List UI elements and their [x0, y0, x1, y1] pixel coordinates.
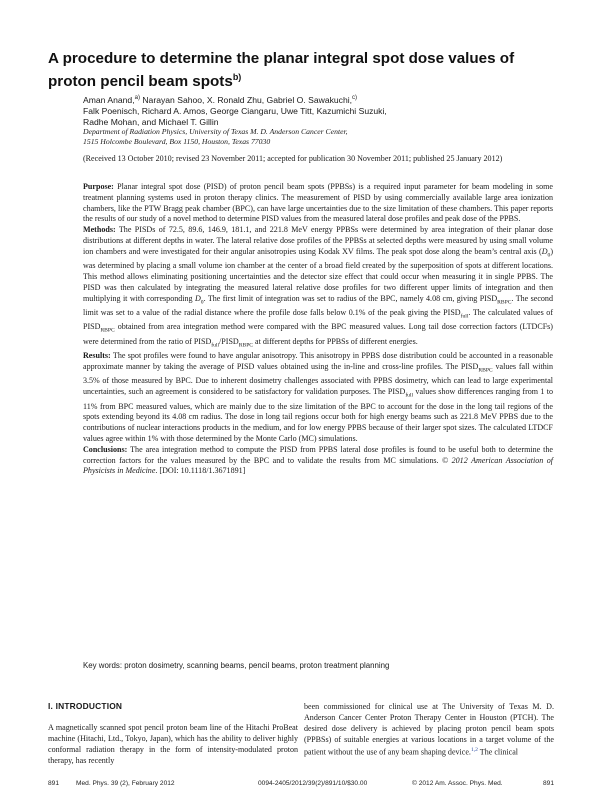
- methods-text: obtained from area integration method were compared with the BPC measured values. Long tail dose correction factors (LTDCFs) were determined from the ratio of PISD: [83, 322, 553, 346]
- methods-text: at different depths for PPBSs of different energies.: [253, 336, 418, 346]
- symbol-d0: D: [194, 293, 201, 303]
- page-number-right: 891: [542, 780, 554, 787]
- authors-line-1: Narayan Sahoo, X. Ronald Zhu, Gabriel O. Sawakuchi,: [139, 94, 353, 105]
- citation-link[interactable]: 1,2: [470, 747, 478, 753]
- title-line-1: A procedure to determine the planar integral spot dose values of: [48, 50, 515, 67]
- title-line-2: proton pencil beam spots: [48, 73, 233, 91]
- author-footnote-c[interactable]: c): [352, 95, 358, 101]
- copyright-notice: © 2012 American Association of Physicists in Medicine: [83, 455, 554, 476]
- author-list: [83, 93, 553, 128]
- methods-text: /PISD: [219, 336, 239, 346]
- methods-text: . The first limit of integration was set to radius of the BPC, namely 4.08 cm, giving PISD: [203, 293, 498, 303]
- intro-column-right: [304, 701, 554, 758]
- conclusions-label: Conclusions:: [83, 444, 128, 454]
- abstract-methods: [83, 225, 553, 351]
- authors-line-3: Radhe Mohan, and Michael T. Gillin: [83, 116, 219, 127]
- subscript-rbpc: RBPC: [238, 342, 254, 349]
- authors-line-2: Falk Poenisch, Richard A. Amos, George Ciangaru, Uwe Titt, Kazumichi Suzuki,: [83, 105, 387, 116]
- subscript-rbpc: RBPC: [478, 367, 493, 374]
- symbol-d0-sub: 0: [200, 299, 204, 306]
- results-label: Results:: [83, 351, 111, 361]
- publication-history: (Received 13 October 2010; revised 23 November 2011; accepted for publication 30 November 2011; published 25 January 2012): [83, 154, 503, 163]
- keywords: Key words: proton dosimetry, scanning beams, pencil beams, proton treatment planning: [83, 661, 390, 670]
- abstract-results: [83, 351, 553, 445]
- methods-text: The PISDs of 72.5, 89.6, 146.9, 181.1, and 221.8 MeV energy PPBSs were determined by area integration of their planar dose distributions at different depths in water. The lateral relative dose profiles of the PPBSs at selected depths were measured by using small volume ion chambers and were investigated for their angular anisotropies using Kodak XV films. The peak spot dose along the beam’s central axis (: [83, 225, 553, 256]
- page-footer: [48, 780, 554, 792]
- publisher-copyright: © 2012 Am. Assoc. Phys. Med.: [412, 780, 503, 787]
- results-text: values fall within 3.5% of those measured by BPC. Due to inherent dosimetry challenges associated with PPBS dosimetry, which can lead to large experimental uncertainties, such an agreement is considered to be satisfactory for validation purposes. The PISD: [83, 362, 553, 397]
- purpose-text: Planar integral spot dose (PISD) of proton pencil beam spots (PPBSs) is a required input parameter for beam modeling in some treatment planning systems used in proton therapy clinics. The measurement of PISD by using commercially available large area ionization chambers, like the PTW Bragg peak chamber (BPC), can have large uncertainties due to the size limitation of these chambers. This paper reports the results of our study of a novel method to determine PISD values from the measured lateral dose profiles and peak dose of the PPBS.: [83, 182, 553, 224]
- results-text: The spot profiles were found to have angular anisotropy. This anisotropy in PPBS dose distribution could be accounted in a reasonable approximate manner by taking the average of PISD values obtained using the in-line and cross-line profiles. The PISD: [83, 351, 553, 371]
- abstract-purpose: [83, 182, 553, 225]
- journal-citation: Med. Phys. 39 (2), February 2012: [76, 780, 175, 787]
- subscript-rbpc: RBPC: [497, 299, 512, 306]
- intro-column-left: A magnetically scanned spot pencil proton beam line of the Hitachi ProBeat machine (Hitachi, Ltd., Tokyo, Japan), which has the ability to deliver highly conformal radiation therapy in the form of intensity-modulated proton therapy, has recently: [48, 723, 298, 765]
- intro-right-text-end: The clinical: [477, 747, 519, 757]
- results-text: values show differences ranging from 1 to 11% from BPC measured values, which are mainly due to the size limitation of the BPC to account for the dose in the long tail regions of the spots extending beyond its 4.08 cm radius. The dose in long tail regions occur both for high energy beams such as 221.8 MeV PPBS due to the contributions of nuclear interactions products in the medium, and for low energy PPBS because of their larger spot sizes. The calculated LTDCF values agree within 1% with those determined by the Monte Carlo (MC) simulations.: [83, 387, 553, 443]
- doi-reference[interactable]: . [DOI: 10.1118/1.3671891]: [155, 466, 246, 476]
- subscript-full: full: [211, 342, 220, 349]
- subscript-rbpc: RBPC: [100, 328, 115, 334]
- affiliation: [83, 127, 553, 147]
- methods-text: . The second limit was set to a value of the radial distance where the profile dose falls below 0.1% of the peak giving the PISD: [83, 293, 553, 317]
- methods-label: Methods:: [83, 225, 116, 235]
- subscript-full: full: [460, 313, 469, 320]
- methods-text: . The calculated values of PISD: [83, 307, 553, 332]
- symbol-d0: D: [541, 246, 548, 256]
- affiliation-line-2: 1515 Holcombe Boulevard, Box 1150, Houston, Texas 77030: [83, 137, 271, 146]
- title-footnote-marker[interactable]: b): [232, 72, 242, 82]
- article-code: 0094-2405/2012/39(2)/891/10/$30.00: [258, 780, 368, 787]
- page-number-left: 891: [48, 780, 60, 787]
- article-title: [48, 50, 568, 91]
- abstract: [83, 182, 553, 477]
- methods-text: ) was determined by placing a small volume ion chamber at the center of a broad field created by the superposition of spots at different locations. This method allows eliminating positioning uncertainties and the detector size effect that could occur when measuring it in single PPBS. The PISD was then calculated by integrating the measured lateral relative dose profiles for two different upper limits of integration and then multiplying it with corresponding: [83, 246, 553, 303]
- subscript-full: full: [405, 392, 414, 399]
- symbol-d0-sub: 0: [547, 252, 551, 259]
- intro-right-text: been commissioned for clinical use at The University of Texas M. D. Anderson Cancer Center Proton Therapy Center in Houston (PTCH). The desired dose delivery is achieved by placing proton pencil beam spots (PPBSs) of suitable energies at various locations in a target volume of the patient without the use of any beam shaping device.: [304, 702, 554, 757]
- purpose-label: Purpose:: [83, 182, 114, 191]
- author-footnote-a[interactable]: a): [134, 95, 140, 101]
- conclusions-text: The area integration method to compute the PISD from PPBS lateral dose profiles is found to be useful both to determine the correction factors for the values measured by the BPC and to validate the results from MC simulations.: [83, 444, 553, 465]
- section-heading-introduction: I. INTRODUCTION: [48, 701, 123, 711]
- author-first: Aman Anand,: [83, 94, 135, 105]
- abstract-conclusions: [83, 445, 553, 477]
- affiliation-line-1: Department of Radiation Physics, University of Texas M. D. Anderson Cancer Center,: [83, 127, 348, 136]
